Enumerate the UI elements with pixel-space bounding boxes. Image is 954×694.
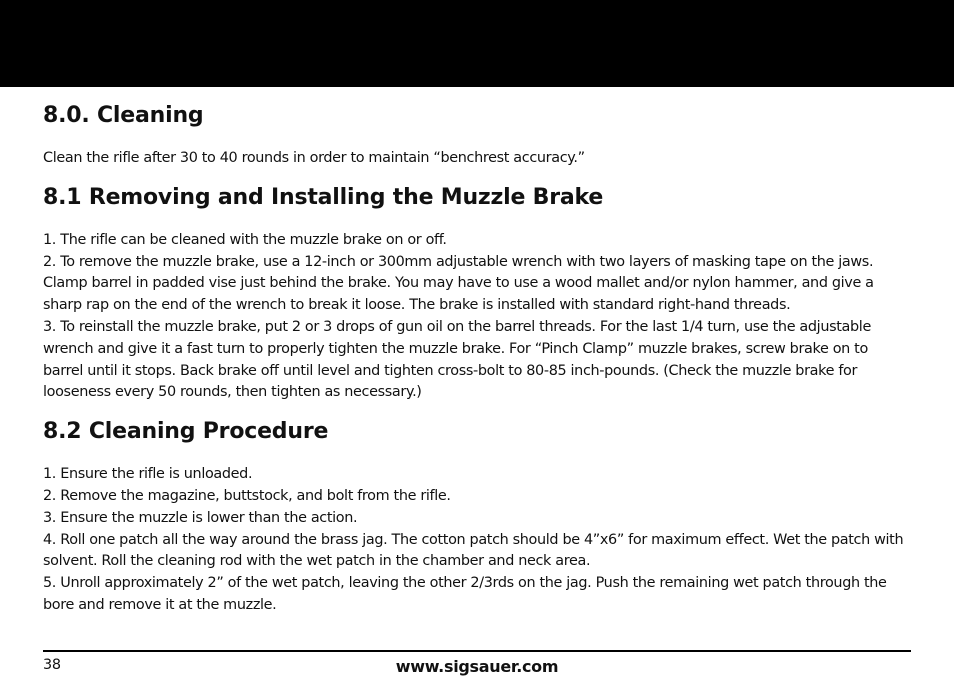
paragraph-line: 1. The rifle can be cleaned with the muzzle brake on or off.	[43, 231, 447, 248]
paragraph-line: 2. Remove the magazine, buttstock, and bolt from the rifle.	[43, 487, 451, 504]
paragraph-line: 5. Unroll approximately 2” of the wet patch, leaving the other 2/3rds on the jag. Push the remaining wet patch through the	[43, 575, 887, 592]
paragraph-line: sharp rap on the end of the wrench to break it loose. The brake is installed with standard right-hand threads.	[43, 297, 791, 314]
paragraph-line: Clamp barrel in padded vise just behind the brake. You may have to use a wood mallet and/or nylon hammer, and give a	[43, 275, 874, 292]
footer-divider	[43, 650, 911, 652]
heading-muzzle-brake: 8.1 Removing and Installing the Muzzle Brake	[43, 184, 604, 210]
paragraph-line: bore and remove it at the muzzle.	[43, 596, 277, 613]
paragraph-line: 1. Ensure the rifle is unloaded.	[43, 466, 253, 483]
footer-website-url: www.sigsauer.com	[395, 657, 559, 676]
heading-cleaning: 8.0. Cleaning	[43, 103, 204, 128]
paragraph-line: barrel until it stops. Back brake off until level and tighten cross-bolt to 80-85 inch-pounds. (Check the muzzle brake for	[43, 362, 858, 379]
page-number: 38	[43, 657, 61, 673]
heading-cleaning-procedure: 8.2 Cleaning Procedure	[43, 419, 329, 445]
paragraph-line: 2. To remove the muzzle brake, use a 12-inch or 300mm adjustable wrench with two layers of masking tape on the jaws.	[43, 253, 874, 270]
paragraph-line: 4. Roll one patch all the way around the brass jag. The cotton patch should be 4”x6” for maximum effect. Wet the patch with	[43, 531, 904, 548]
paragraph-line: solvent. Roll the cleaning rod with the wet patch in the chamber and neck area.	[43, 553, 591, 570]
document-body	[43, 100, 913, 617]
paragraph-line: 3. Ensure the muzzle is lower than the action.	[43, 509, 358, 526]
paragraph-line: Clean the rifle after 30 to 40 rounds in order to maintain “benchrest accuracy.”	[43, 150, 585, 166]
paragraph-line: 3. To reinstall the muzzle brake, put 2 or 3 drops of gun oil on the barrel threads. For the last 1/4 turn, use the adjustable	[43, 318, 871, 335]
paragraph-line: wrench and give it a fast turn to properly tighten the muzzle brake. For “Pinch Clamp” muzzle brakes, screw brake on to	[43, 340, 868, 357]
header-bar	[0, 0, 954, 87]
paragraph-line: looseness every 50 rounds, then tighten as necessary.)	[43, 384, 422, 401]
